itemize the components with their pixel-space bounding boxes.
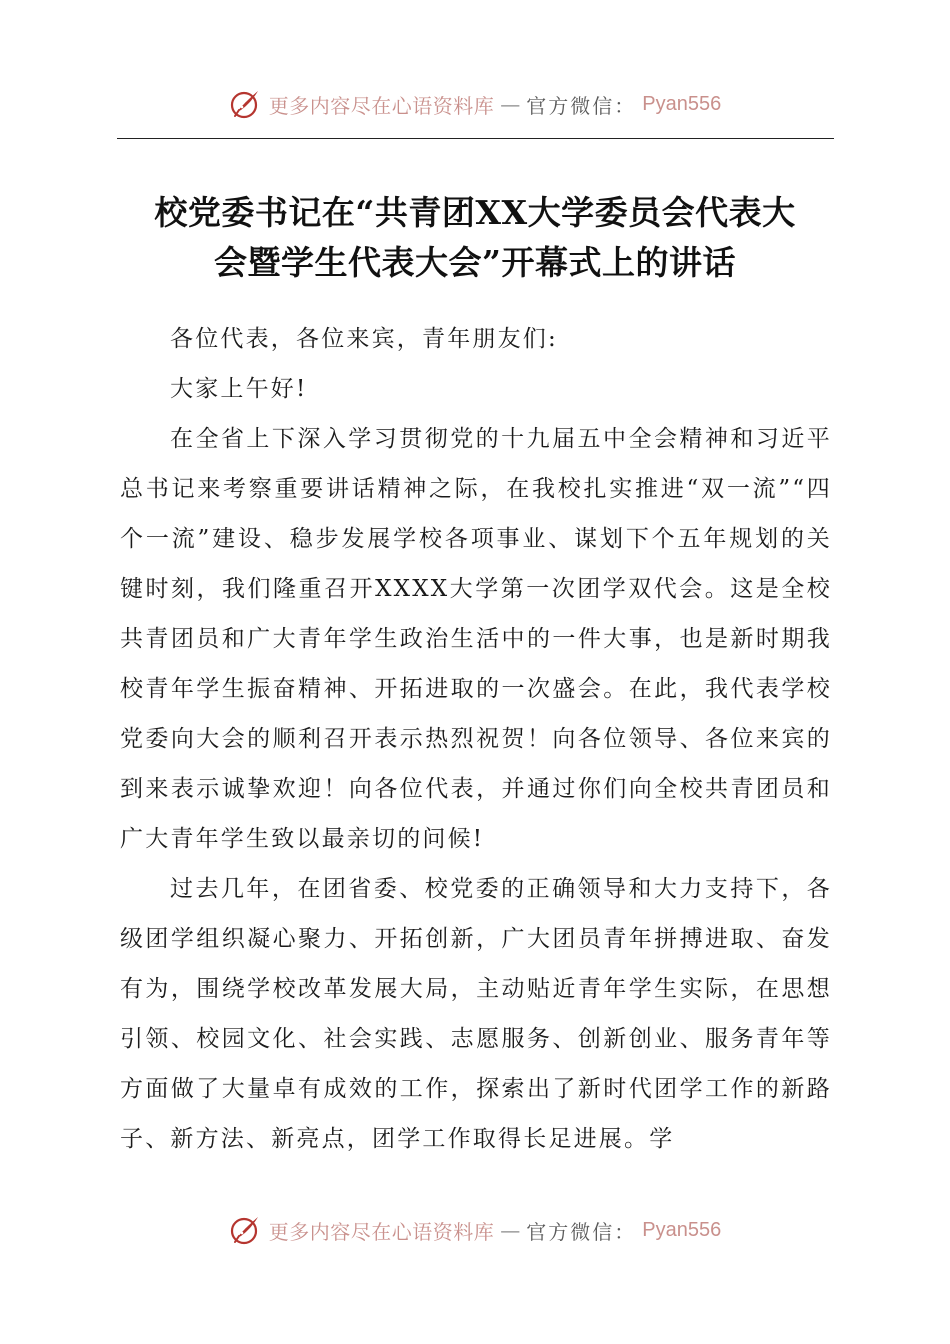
watermark-promo-text: 更多内容尽在心语资料库	[268, 1219, 495, 1244]
greeting-paragraph: 大家上午好!	[170, 376, 308, 402]
watermark-official-label: 官方微信：	[526, 1219, 637, 1244]
quill-pen-logo-icon	[229, 87, 263, 121]
salutation-paragraph: 各位代表，各位来宾，青年朋友们:	[170, 326, 558, 352]
header-divider	[117, 138, 834, 139]
title-line-1: 校党委书记在“共青团XX大学委员会代表大	[154, 193, 796, 232]
watermark-promo-text: 更多内容尽在心语资料库	[268, 93, 495, 118]
quill-pen-logo-icon	[229, 1213, 263, 1247]
document-title	[100, 188, 850, 288]
watermark-wechat-id: Pyan556	[642, 1218, 722, 1241]
watermark-wechat-id: Pyan556	[642, 92, 722, 115]
watermark-official-label: 官方微信：	[526, 93, 637, 118]
document-body	[120, 314, 832, 1164]
body-paragraph: 在全省上下深入学习贯彻党的十九届五中全会精神和习近平总书记来考察重要讲话精神之际，在我校扎实推进“双一流”“四个一流”建设、稳步发展学校各项事业、谋划下个五年规划的关键时刻，我们隆重召开XXXX大学第一次团学双代会。这是全校共青团员和广大青年学生政治生活中的一件大事，也是新时期我校青年学生振奋精神、开拓进取的一次盛会。在此，我代表学校党委向大会的顺利召开表示热烈祝贺！向各位领导、各位来宾的到来表示诚挚欢迎！向各位代表，并通过你们向全校共青团员和广大青年学生致以最亲切的问候!	[120, 426, 832, 852]
watermark-dash: —	[500, 1218, 521, 1242]
watermark-dash: —	[500, 92, 521, 116]
footer-watermark	[0, 1210, 950, 1250]
body-paragraph: 过去几年，在团省委、校党委的正确领导和大力支持下，各级团学组织凝心聚力、开拓创新，广大团员青年拼搏进取、奋发有为，围绕学校改革发展大局，主动贴近青年学生实际，在思想引领、校园文化、社会实践、志愿服务、创新创业、服务青年等方面做了大量卓有成效的工作，探索出了新时代团学工作的新路子、新方法、新亮点，团学工作取得长足进展。学	[120, 876, 832, 1152]
header-watermark	[0, 84, 950, 124]
title-line-2: 会暨学生代表大会”开幕式上的讲话	[214, 243, 736, 282]
